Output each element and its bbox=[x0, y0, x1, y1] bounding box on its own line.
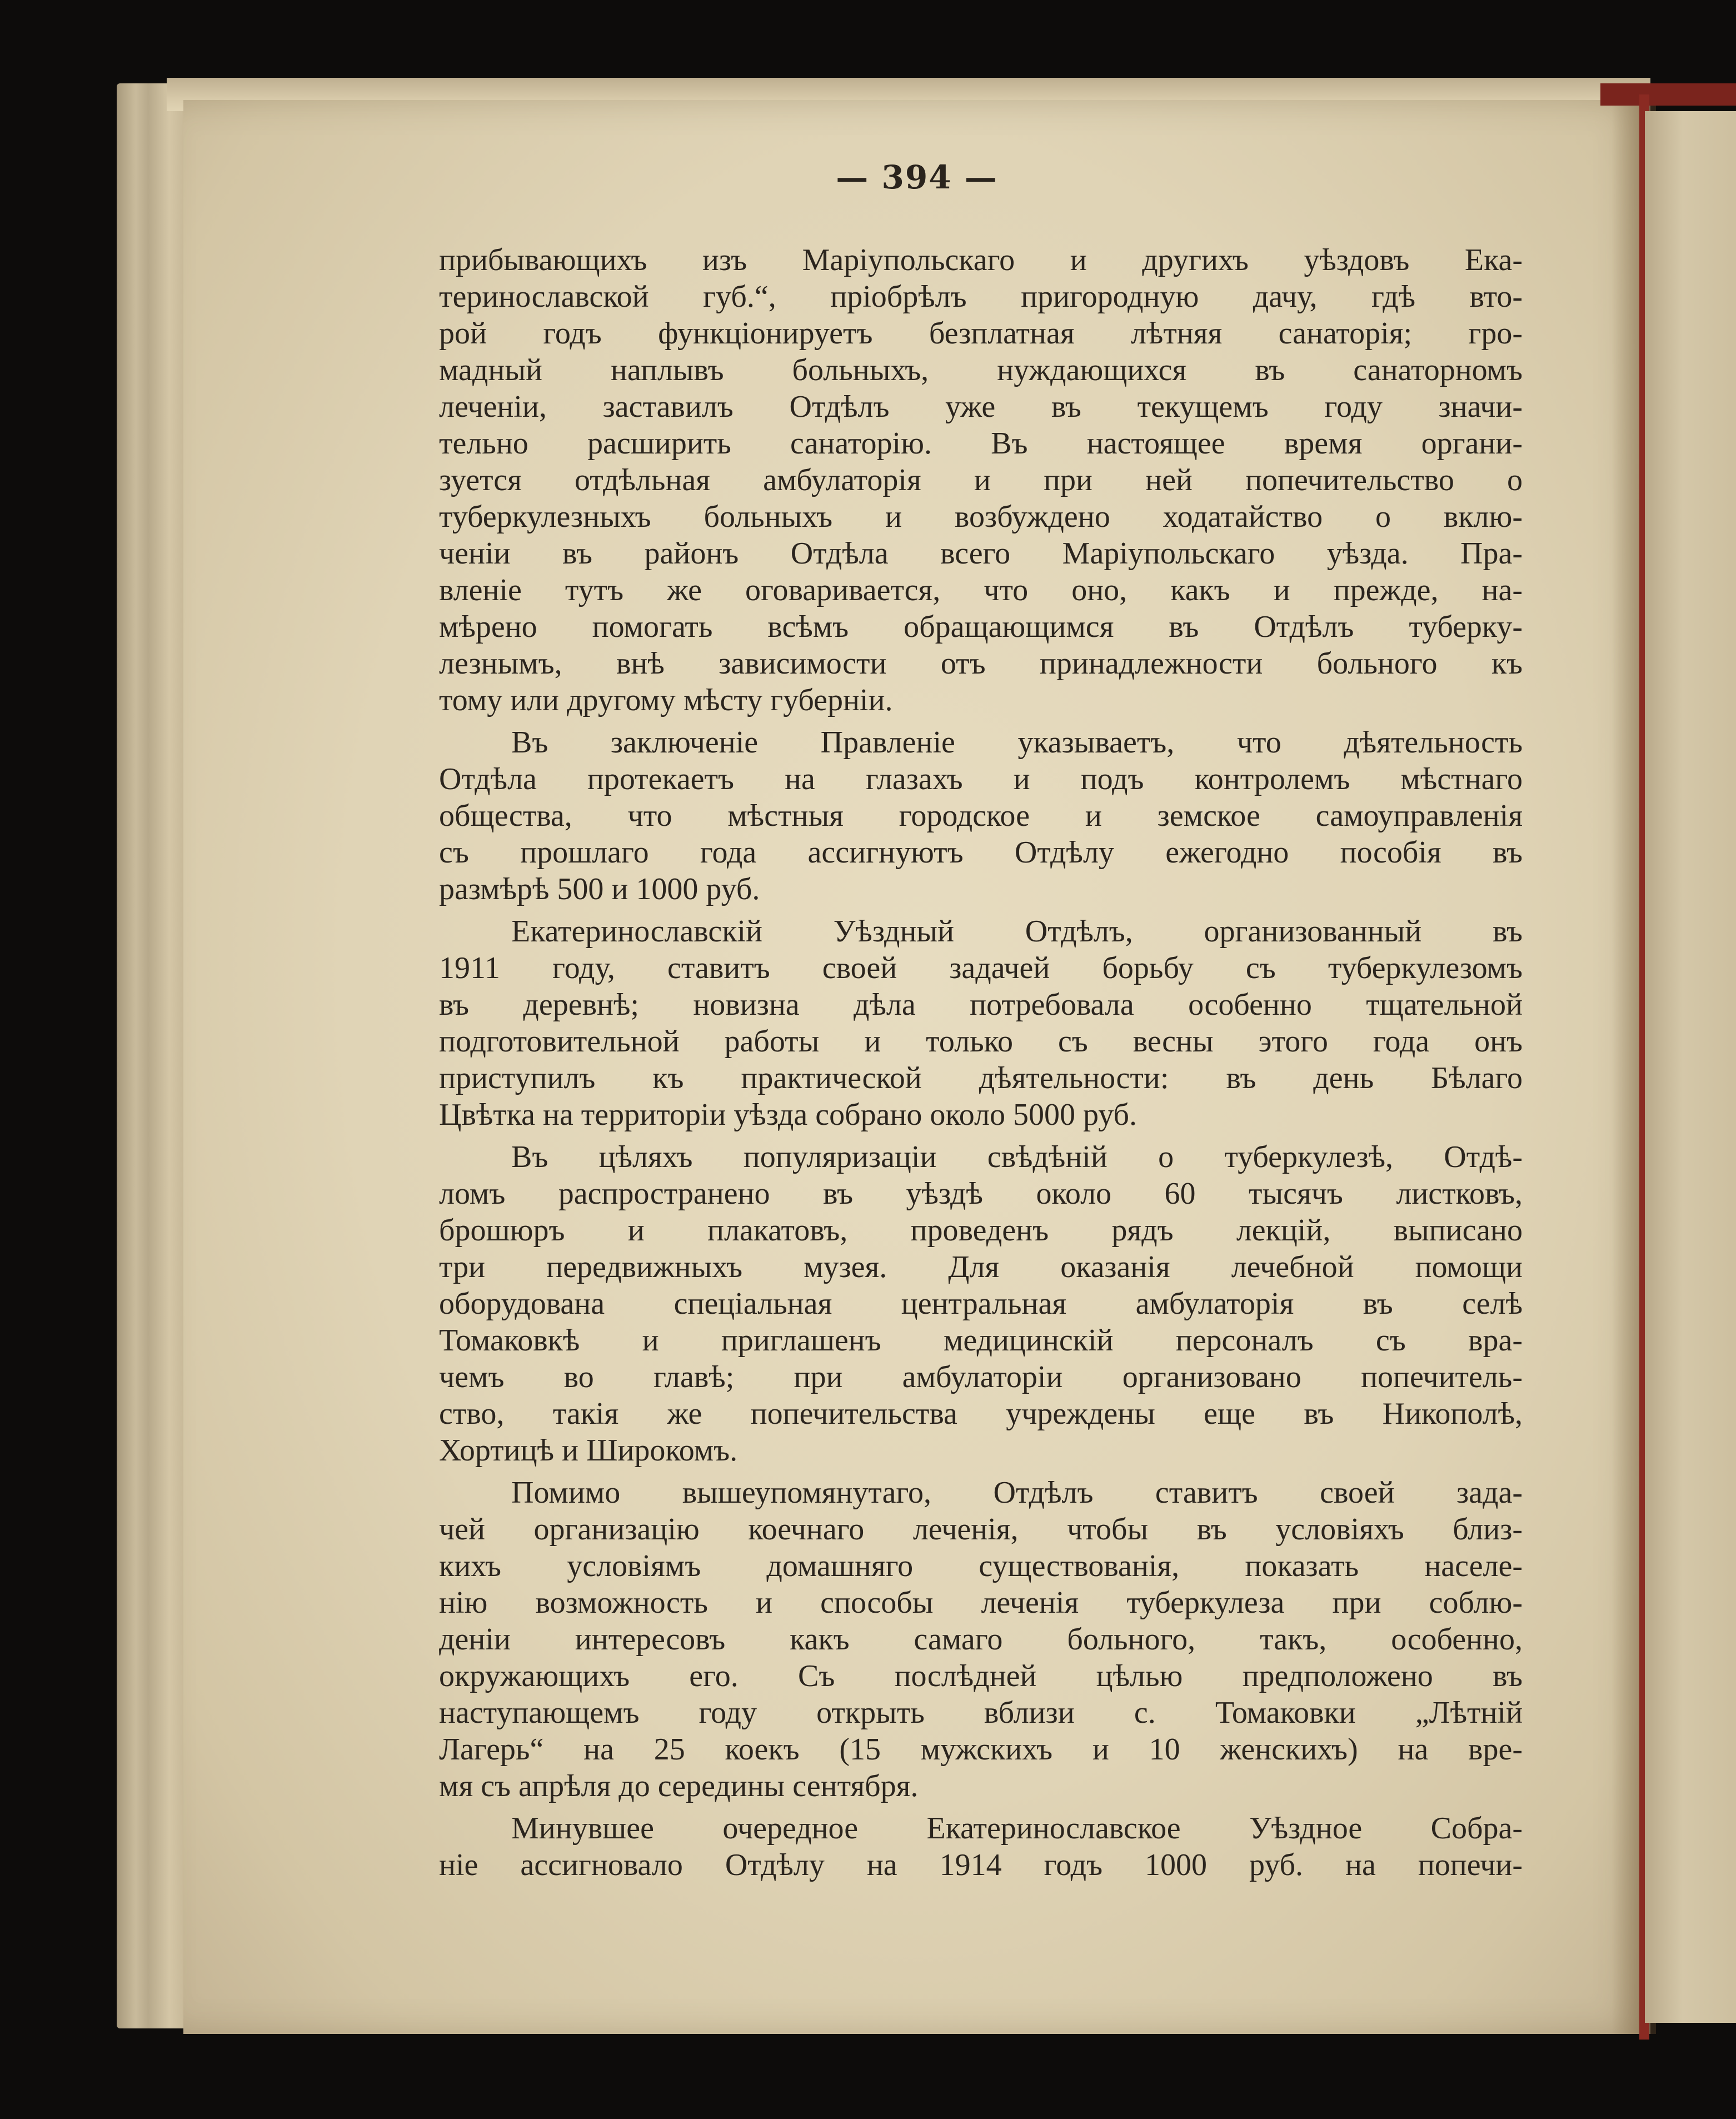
text-line: ченіи въ районъ Отдѣла всего Маріупольскаго уѣзда. Пра- bbox=[439, 536, 1523, 571]
paragraph bbox=[439, 1139, 1523, 1469]
text-line: подготовительной работы и только съ весны этого года онъ bbox=[439, 1024, 1523, 1059]
page-body-text bbox=[439, 242, 1523, 1889]
text-line: теринославской губ.“, пріобрѣлъ пригородную дачу, гдѣ вто- bbox=[439, 280, 1523, 314]
text-line: съ прошлаго года ассигнуютъ Отдѣлу ежегодно пособія въ bbox=[439, 835, 1523, 870]
text-line: Екатеринославскій Уѣздный Отдѣлъ, организованный въ bbox=[511, 914, 1523, 949]
text-line: наступающемъ году открыть вблизи с. Томаковки „Лѣтній bbox=[439, 1696, 1523, 1730]
text-line: тому или другому мѣсту губерніи. bbox=[439, 683, 893, 717]
text-line: мя съ апрѣля до середины сентября. bbox=[439, 1769, 919, 1803]
paragraph bbox=[439, 1810, 1523, 1883]
text-line: 1911 году, ставитъ своей задачей борьбу съ туберкулезомъ bbox=[439, 951, 1523, 985]
text-line: приступилъ къ практической дѣятельности: въ день Бѣлаго bbox=[439, 1061, 1523, 1095]
text-line: Въ заключеніе Правленіе указываетъ, что дѣятельность bbox=[511, 725, 1523, 760]
text-line: брошюръ и плакатовъ, проведенъ рядъ лекцій, выписано bbox=[439, 1213, 1523, 1248]
text-line: деніи интересовъ какъ самаго больного, такъ, особенно, bbox=[439, 1622, 1523, 1657]
text-line: кихъ условіямъ домашняго существованія, показать населе- bbox=[439, 1549, 1523, 1583]
text-line: мѣрено помогать всѣмъ обращающимся въ Отдѣлъ туберку- bbox=[439, 610, 1523, 644]
facing-page-sliver bbox=[1645, 111, 1736, 2023]
text-line: мадный наплывъ больныхъ, нуждающихся въ санаторномъ bbox=[439, 353, 1523, 387]
text-line: окружающихъ его. Съ послѣдней цѣлью предположено въ bbox=[439, 1659, 1523, 1693]
text-line: Томаковкѣ и приглашенъ медицинскій персоналъ съ вра- bbox=[439, 1323, 1523, 1358]
text-line: Цвѣтка на территоріи уѣзда собрано около 5000 руб. bbox=[439, 1098, 1137, 1132]
text-line: ство, такія же попечительства учреждены еще въ Никополѣ, bbox=[439, 1397, 1523, 1431]
text-line: чей организацію коечнаго леченія, чтобы въ условіяхъ близ- bbox=[439, 1512, 1523, 1547]
text-line: лезнымъ, внѣ зависимости отъ принадлежности больного къ bbox=[439, 646, 1523, 681]
binding-top-edge bbox=[1600, 83, 1736, 106]
text-line: вленіе тутъ же оговаривается, что оно, какъ и прежде, на- bbox=[439, 573, 1523, 607]
text-line: ломъ распространено въ уѣздѣ около 60 тысячъ листковъ, bbox=[439, 1176, 1523, 1211]
text-line: туберкулезныхъ больныхъ и возбуждено ходатайство о вклю- bbox=[439, 500, 1523, 534]
text-line: прибывающихъ изъ Маріупольскаго и другихъ уѣздовъ Ека- bbox=[439, 243, 1523, 277]
text-line: размѣрѣ 500 и 1000 руб. bbox=[439, 872, 760, 906]
text-line: тельно расширить санаторію. Въ настоящее время органи- bbox=[439, 426, 1523, 461]
text-line: Отдѣла протекаетъ на глазахъ и подъ контролемъ мѣстнаго bbox=[439, 762, 1523, 796]
text-line: оборудована спеціальная центральная амбулаторія въ селѣ bbox=[439, 1287, 1523, 1321]
text-line: чемъ во главѣ; при амбулаторіи организовано попечитель- bbox=[439, 1360, 1523, 1394]
text-line: леченіи, заставилъ Отдѣлъ уже въ текущемъ году значи- bbox=[439, 390, 1523, 424]
text-line: ніе ассигновало Отдѣлу на 1914 годъ 1000 руб. на попечи- bbox=[439, 1848, 1523, 1882]
text-line: въ деревнѣ; новизна дѣла потребовала особенно тщательной bbox=[439, 988, 1523, 1022]
text-line: Минувшее очередное Екатеринославское Уѣздное Собра- bbox=[511, 1811, 1523, 1846]
paragraph bbox=[439, 913, 1523, 1133]
text-line: общества, что мѣстныя городское и земское самоуправленія bbox=[439, 799, 1523, 833]
text-line: три передвижныхъ музея. Для оказанія лечебной помощи bbox=[439, 1250, 1523, 1284]
text-line: Въ цѣляхъ популяризаціи свѣдѣній о туберкулезѣ, Отдѣ- bbox=[511, 1140, 1523, 1174]
text-line: Хортицѣ и Широкомъ. bbox=[439, 1433, 738, 1468]
text-line: Лагерь“ на 25 коекъ (15 мужскихъ и 10 женскихъ) на вре- bbox=[439, 1732, 1523, 1767]
page-number: — 394 — bbox=[836, 158, 998, 196]
paragraph bbox=[439, 724, 1523, 908]
paragraph bbox=[439, 242, 1523, 719]
text-line: зуется отдѣльная амбулаторія и при ней попечительство о bbox=[439, 463, 1523, 497]
paragraph bbox=[439, 1474, 1523, 1804]
text-line: рой годъ функціонируетъ безплатная лѣтняя санаторія; гро- bbox=[439, 316, 1523, 351]
text-line: Помимо вышеупомянутаго, Отдѣлъ ставитъ своей зада- bbox=[511, 1475, 1523, 1510]
text-line: нію возможность и способы леченія туберкулеза при соблю- bbox=[439, 1585, 1523, 1620]
